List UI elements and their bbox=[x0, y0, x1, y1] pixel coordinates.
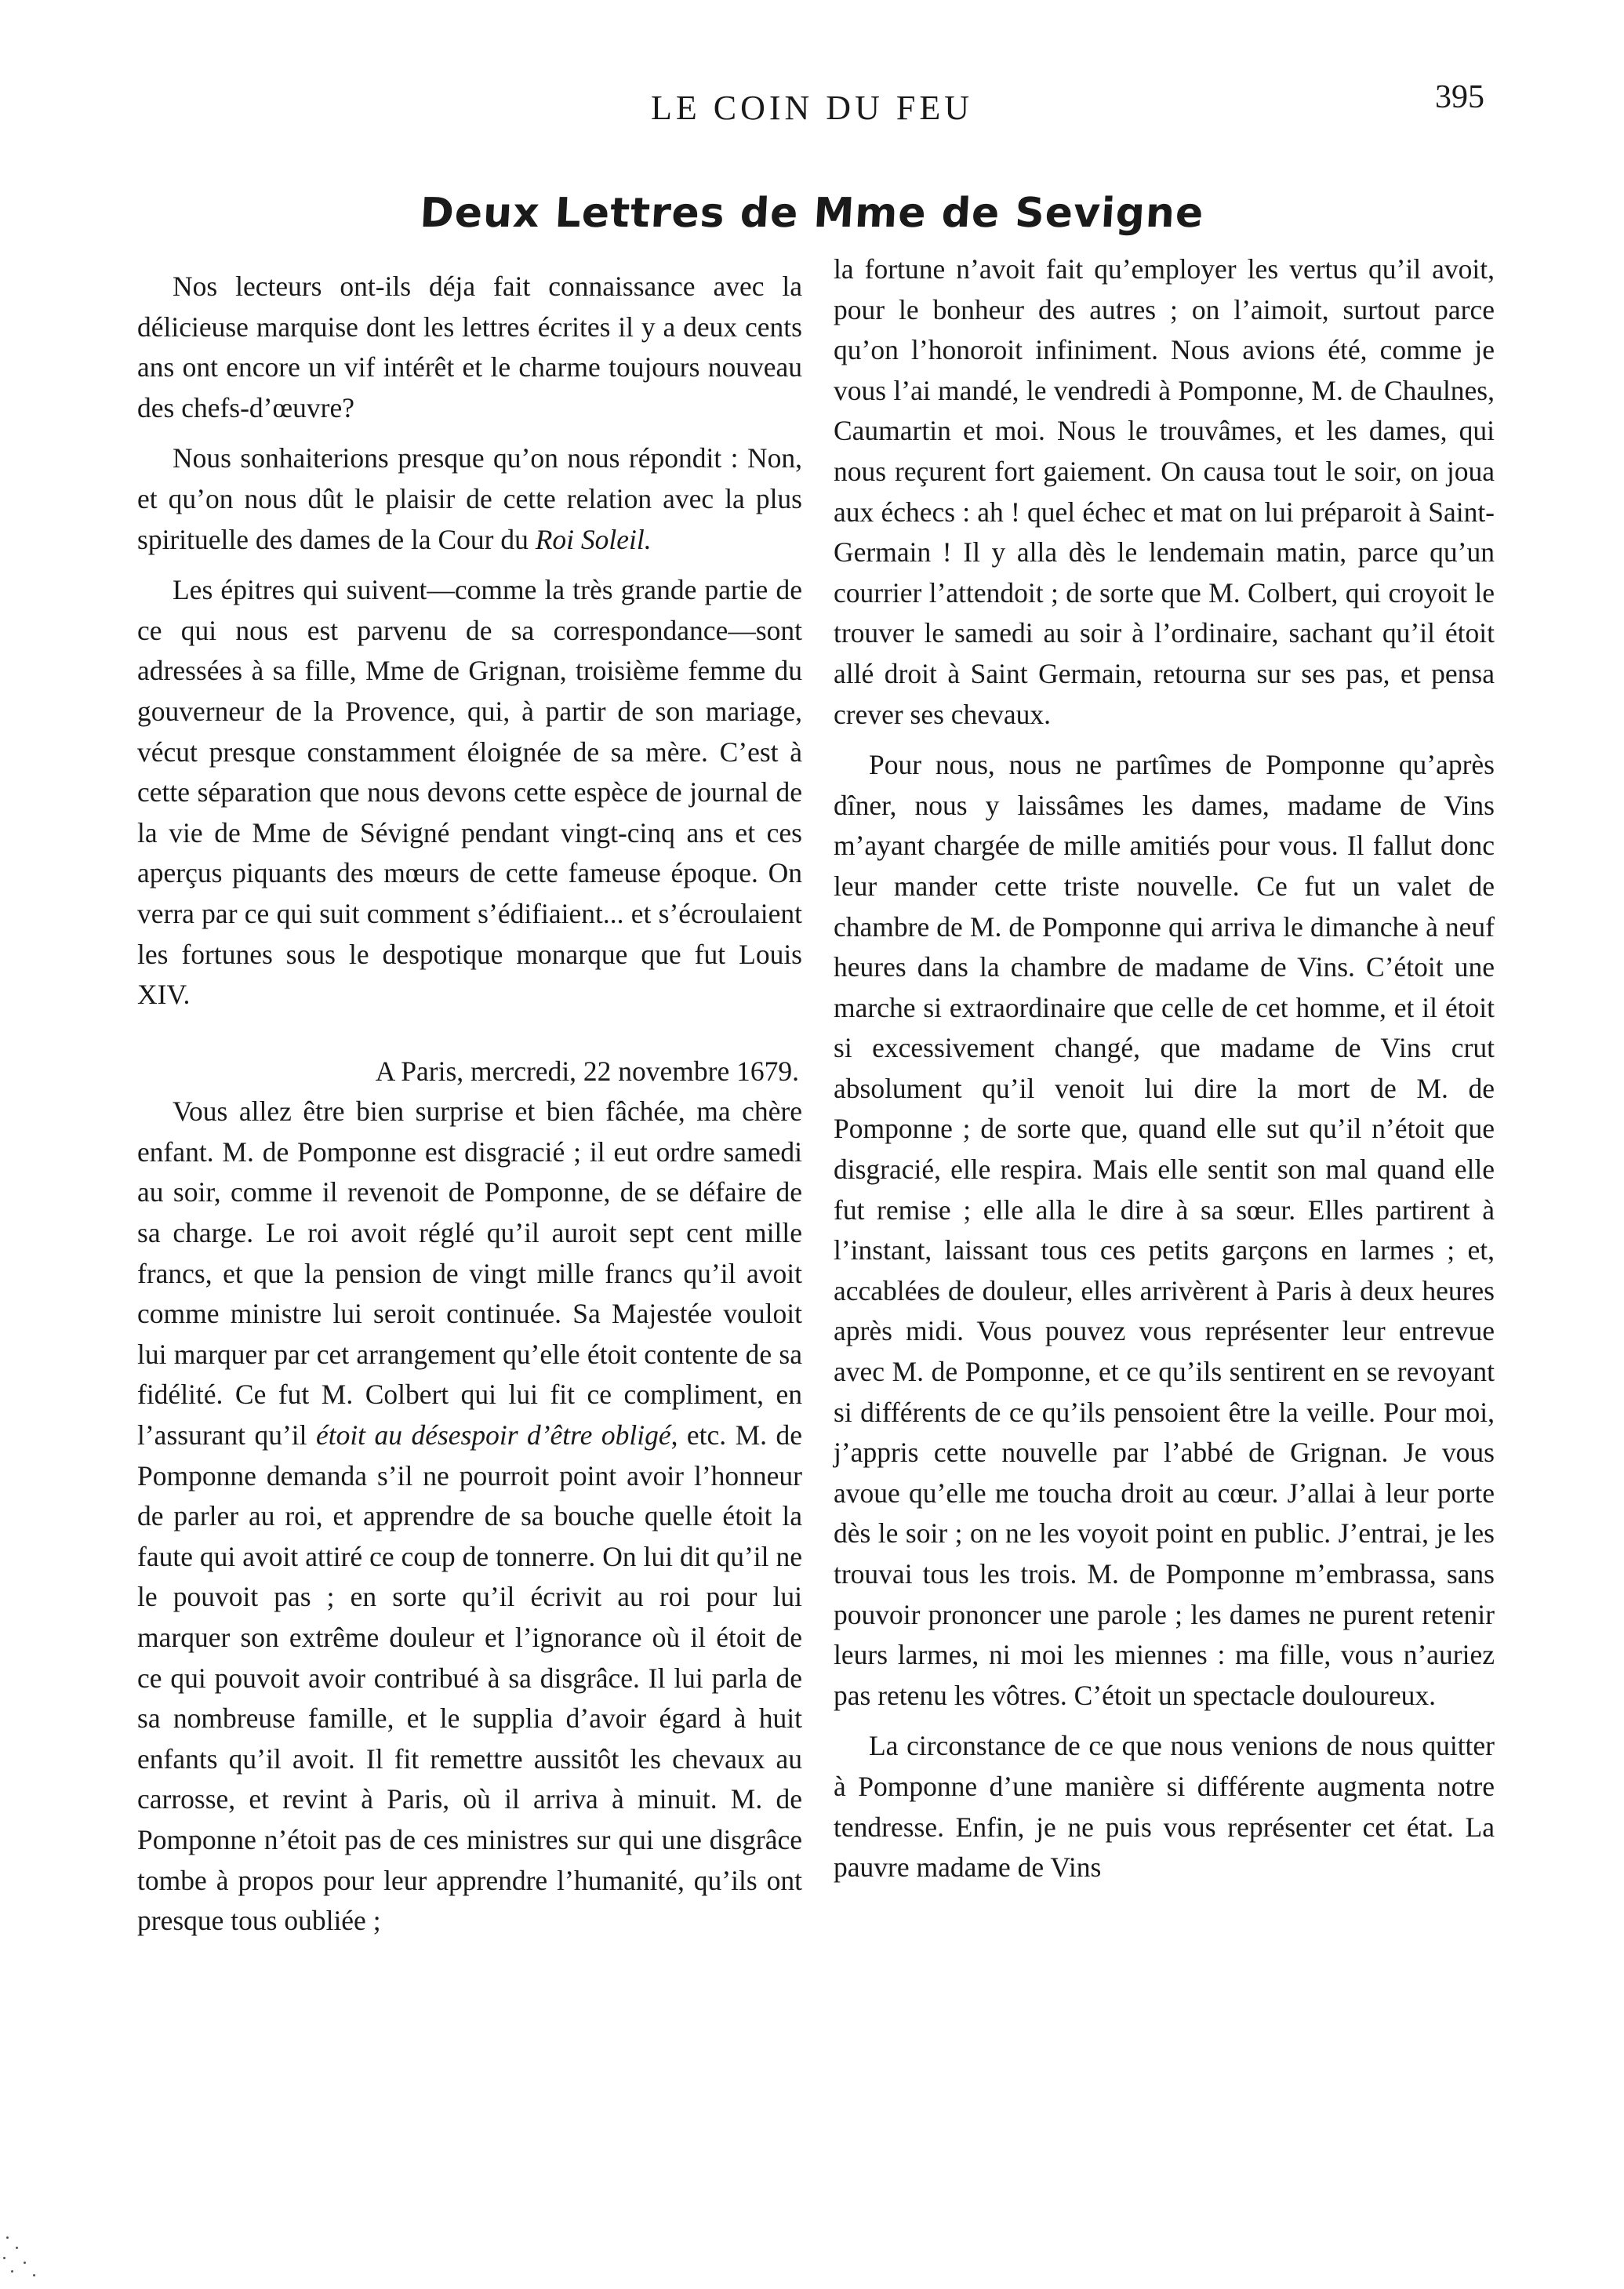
letter-paragraph-continued: la fortune n’avoit fait qu’employer les vertus qu’il avoit, pour le bonheur des autres ; on l’aimoit, surtout parce qu’on l’honoroit infiniment. Nous avions été, comme je vous l’ai mandé, le vendredi à Pomponne, M. de Chaulnes, Caumartin et moi. Nous le trouvâmes, et les dames, qui nous reçurent fort gaiement. On causa tout le soir, on joua aux échecs : ah ! quel échec et mat on lui préparoit à Saint-Germain ! Il y alla dès le lendemain matin, parce qu’un courrier l’attendoit ; de sorte que M. Colbert, qui croyoit le trouver le samedi au soir à l’ordinaire, sachant qu’il étoit allé droit à Saint Germain, retourna sur ses pas, et pensa crever ses chevaux. bbox=[834, 253, 1495, 730]
letter-paragraph: La circonstance de ce que nous venions de nous quitter à Pomponne d’une manière si différente augmenta notre tendresse. Enfin, je ne puis vous représenter cet état. La pauvre madame de Vins bbox=[834, 1730, 1495, 1884]
speck bbox=[33, 2274, 35, 2276]
running-head: LE COIN DU FEU bbox=[651, 89, 973, 127]
right-column bbox=[834, 249, 1495, 1898]
letter-paragraph: Vous allez être bien surprise et bien fâchée, ma chère enfant. M. de Pomponne est disgracié ; il eut ordre samedi au soir, comme il revenoit de Pomponne, de se défaire de sa charge. Le roi avoit réglé qu’il auroit sept cent mille francs, et que la pension de vingt mille francs qu’il avoit comme ministre lui seroit continuée. Sa Majestée vouloit lui marquer par cet arrangement qu’elle étoit contente de sa fidélité. Ce fut M. Colbert qui lui fit ce compliment, en l’assurant qu’il étoit au désespoir d’être obligé, etc. M. de Pomponne demanda s’il ne pourroit point avoir l’honneur de parler au roi, et apprendre de sa bouche quelle étoit la faute qui avoit attiré ce coup de tonnerre. On lui dit qu’il ne le pouvoit pas ; en sorte qu’il écrivit au roi pour lui marquer son extrême douleur et l’ignorance où il étoit de ce qui pouvoit avoir contribué à sa disgrâce. Il lui parla de sa nombreuse famille, et le supplia d’avoir égard à huit enfants qu’il avoit. Il fit remettre aussitôt les chevaux au carrosse, et revint à Paris, où il arriva à minuit. M. de Pomponne n’étoit pas de ces ministres sur qui une disgrâce tombe à propos pour leur apprendre l’humanité, qu’ils ont presque tous oubliée ; bbox=[137, 1095, 802, 1937]
page-number: 395 bbox=[1435, 79, 1484, 115]
speck bbox=[3, 2257, 5, 2259]
speck bbox=[6, 2236, 9, 2239]
intro-paragraph: Les épitres qui suivent—comme la très grande partie de ce qui nous est parvenu de sa correspondance—sont adressées à sa fille, Mme de Grignan, troisième femme du gouverneur de la Provence, qui, à partir de son mariage, vécut presque constamment éloignée de sa mère. C’est à cette séparation que nous devons cette espèce de journal de la vie de Mme de Sévigné pendant vingt-cinq ans et ces aperçus piquants des mœurs de cette fameuse époque. On verra par ce qui suit comment s’édifiaient... et s’écroulaient les fortunes sous le despotique monarque que fut Louis XIV. bbox=[137, 574, 802, 1011]
speck bbox=[24, 2262, 26, 2264]
scan-specks bbox=[0, 2227, 63, 2282]
intro-paragraph: Nos lecteurs ont-ils déja fait connaissance avec la délicieuse marquise dont les lettres écrites il y a deux cents ans ont encore un vif intérêt et le charme toujours nouveau des chefs-d’œuvre? bbox=[137, 271, 802, 423]
intro-paragraph: Nous sonhaiterions presque qu’on nous répondit : Non, et qu’on nous dût le plaisir de cette relation avec la plus spirituelle des dames de la Cour du Roi Soleil. bbox=[137, 442, 802, 555]
speck bbox=[16, 2247, 18, 2249]
left-column bbox=[137, 267, 802, 1952]
speck bbox=[11, 2270, 13, 2273]
italic-phrase: étoit au désespoir d’être obligé bbox=[315, 1419, 671, 1452]
letter-paragraph: Pour nous, nous ne partîmes de Pomponne qu’après dîner, nous y laissâmes les dames, madame de Vins m’ayant chargée de mille amitiés pour vous. Il fallut donc leur mander cette triste nouvelle. Ce fut un valet de chambre de M. de Pomponne qui arriva le dimanche à neuf heures dans la chambre de madame de Vins. C’étoit une marche si extraordinaire que celle de cet homme, et il étoit si excessivement changé, que madame de Vins crut absolument qu’il venoit lui dire la mort de M. de Pomponne ; de sorte que, quand elle sut qu’il n’étoit que disgracié, elle respira. Mais elle sentit son mal quand elle fut remise ; elle alla le dire à sa sœur. Elles partirent à l’instant, laissant tous ces petits garçons en larmes ; et, accablées de douleur, elles arrivèrent à Paris à deux heures après midi. Vous pouvez vous représenter leur entrevue avec M. de Pomponne, et ce qu’ils sentirent en se revoyant si différents de ce qu’ils pensoient être la veille. Pour moi, j’appris cette nouvelle par l’abbé de Grignan. Je vous avoue qu’elle me toucha droit au cœur. J’allai à leur porte dès le soir ; on ne les voyoit point en public. J’entrai, je les trouvai tous les trois. M. de Pomponne m’embrassa, sans pouvoir prononcer une parole ; les dames ne purent retenir leurs larmes, ni moi les miennes : ma fille, vous n’auriez pas retenu les vôtres. C’étoit un spectacle douloureux. bbox=[834, 749, 1495, 1711]
article-title: Deux Lettres de Mme de Sevigne bbox=[419, 190, 1205, 237]
letter-dateline: A Paris, mercredi, 22 novembre 1679. bbox=[375, 1055, 799, 1087]
italic-phrase: Roi Soleil. bbox=[535, 523, 652, 555]
